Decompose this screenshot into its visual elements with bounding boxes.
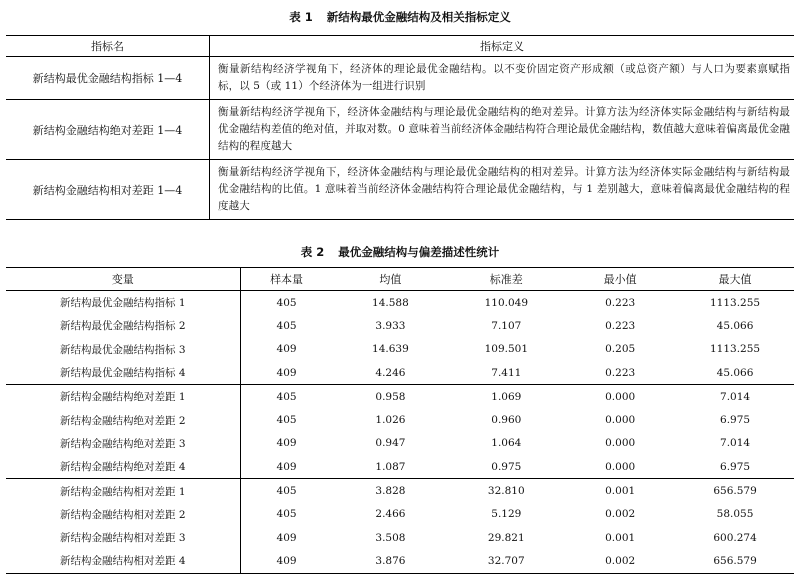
table2-cell-min: 0.223 bbox=[564, 361, 676, 385]
table2-descriptive-statistics bbox=[6, 267, 794, 574]
table2-cell-sample-size: 409 bbox=[276, 531, 297, 544]
table2-cell-min: 0.223 bbox=[605, 319, 636, 332]
table2-cell-mean: 0.958 bbox=[375, 390, 406, 403]
table2-cell-max: 6.975 bbox=[720, 414, 751, 427]
table1-header-definition: 指标定义 bbox=[210, 36, 795, 57]
table2-cell-mean: 14.639 bbox=[372, 343, 409, 356]
table2-cell-sample-size: 409 bbox=[276, 437, 297, 450]
table1-header-row bbox=[6, 36, 794, 57]
table2-cell-mean: 1.087 bbox=[333, 455, 449, 479]
table2-header-min: 最小值 bbox=[564, 268, 676, 291]
table2-cell-min: 0.002 bbox=[605, 508, 636, 521]
table2-cell-sample-size: 409 bbox=[240, 455, 332, 479]
table2-cell-mean: 1.026 bbox=[375, 414, 406, 427]
table2-cell-max: 656.579 bbox=[713, 485, 757, 498]
table2-header-std: 标准差 bbox=[448, 268, 564, 291]
table1-cell-name: 新结构金融结构绝对差距 1—4 bbox=[6, 100, 210, 160]
table2-cell-sample-size: 405 bbox=[276, 508, 297, 521]
table2-header-max: 最大值 bbox=[676, 268, 794, 291]
table1-cell-name: 新结构最优金融结构指标 1—4 bbox=[6, 57, 210, 100]
table2-cell-sample-size: 409 bbox=[276, 554, 297, 567]
table1-caption bbox=[0, 9, 800, 25]
table-row bbox=[6, 291, 794, 315]
table2-caption-title: 最优金融结构与偏差描述性统计 bbox=[338, 245, 500, 259]
table2-cell-std: 32.810 bbox=[487, 485, 525, 498]
table2-cell-max: 45.066 bbox=[676, 361, 794, 385]
table2-cell-sample-size: 405 bbox=[276, 485, 297, 498]
table2-cell-min: 0.000 bbox=[564, 455, 676, 479]
table2-cell-variable: 新结构金融结构绝对差距 1 bbox=[6, 385, 240, 409]
table2-cell-variable: 新结构金融结构相对差距 2 bbox=[6, 503, 240, 526]
table2-cell-mean: 2.466 bbox=[375, 508, 406, 521]
table2-cell-max: 58.055 bbox=[716, 508, 754, 521]
table2-cell-std: 7.107 bbox=[491, 319, 522, 332]
table2-cell-mean: 3.828 bbox=[375, 485, 406, 498]
table2-cell-mean: 3.508 bbox=[375, 531, 406, 544]
table-row bbox=[6, 455, 794, 479]
table2-header-mean: 均值 bbox=[333, 268, 449, 291]
table-row bbox=[6, 526, 794, 549]
table2-cell-sample-size: 409 bbox=[240, 361, 332, 385]
table2-cell-variable: 新结构金融结构相对差距 1 bbox=[6, 479, 240, 503]
table2-cell-variable: 新结构最优金融结构指标 3 bbox=[6, 338, 240, 361]
table2-cell-max: 7.014 bbox=[720, 437, 751, 450]
table2-caption-number: 表 2 bbox=[300, 245, 325, 259]
table2-header-variable: 变量 bbox=[6, 268, 240, 291]
table2-cell-mean: 3.876 bbox=[375, 554, 406, 567]
table2-cell-sample-size: 409 bbox=[276, 343, 297, 356]
table2-cell-sample-size: 405 bbox=[276, 414, 297, 427]
table2-cell-min: 0.000 bbox=[605, 414, 636, 427]
table2-cell-std: 1.064 bbox=[491, 437, 522, 450]
table2-cell-min: 0.223 bbox=[605, 296, 636, 309]
table2-cell-variable: 新结构最优金融结构指标 4 bbox=[6, 361, 240, 385]
table2-cell-std: 29.821 bbox=[487, 531, 525, 544]
table2-cell-max: 656.579 bbox=[713, 554, 757, 567]
table1-header-name: 指标名 bbox=[6, 36, 210, 57]
table-row bbox=[6, 503, 794, 526]
table2-cell-variable: 新结构金融结构相对差距 4 bbox=[6, 549, 240, 573]
table2-cell-std: 109.501 bbox=[484, 343, 528, 356]
table1-indicator-definitions bbox=[6, 35, 794, 220]
table-row bbox=[6, 432, 794, 455]
table1-cell-name: 新结构金融结构相对差距 1—4 bbox=[6, 160, 210, 220]
table2-cell-std: 1.069 bbox=[491, 390, 522, 403]
table-row bbox=[6, 385, 794, 409]
table2-cell-std: 7.411 bbox=[448, 361, 564, 385]
table2-caption bbox=[0, 244, 800, 260]
table1-caption-title: 新结构最优金融结构及相关指标定义 bbox=[326, 10, 511, 24]
table2-cell-min: 0.000 bbox=[605, 437, 636, 450]
table-row bbox=[6, 361, 794, 385]
table2-cell-min: 0.002 bbox=[605, 554, 636, 567]
table2-cell-std: 32.707 bbox=[487, 554, 525, 567]
table2-cell-variable: 新结构金融结构绝对差距 4 bbox=[6, 455, 240, 479]
table1-caption-number: 表 1 bbox=[289, 10, 313, 24]
table2-cell-variable: 新结构最优金融结构指标 2 bbox=[6, 314, 240, 337]
table2-cell-variable: 新结构金融结构绝对差距 2 bbox=[6, 408, 240, 431]
table-row bbox=[6, 408, 794, 431]
table2-cell-min: 0.001 bbox=[605, 485, 636, 498]
table-row bbox=[6, 338, 794, 361]
table2-cell-std: 0.960 bbox=[491, 414, 522, 427]
table2-cell-max: 1113.255 bbox=[709, 296, 761, 309]
table-row bbox=[6, 314, 794, 337]
table2-header-sample-size: 样本量 bbox=[240, 268, 332, 291]
table2-cell-sample-size: 405 bbox=[276, 319, 297, 332]
table1-cell-definition: 衡量新结构经济学视角下，经济体金融结构与理论最优金融结构的绝对差异。计算方法为经济体实际金融结构与新结构最优金融结构差值的绝对值，并取对数。0 意味着当前经济体金融结构符合理论最优金融结构，数值越大意味着偏离最优金融结构的程度越大 bbox=[210, 100, 795, 160]
table-row bbox=[6, 57, 794, 100]
table2-cell-sample-size: 405 bbox=[276, 296, 297, 309]
table2-cell-variable: 新结构金融结构绝对差距 3 bbox=[6, 432, 240, 455]
table2-cell-max: 6.975 bbox=[676, 455, 794, 479]
table-row bbox=[6, 549, 794, 573]
table2-cell-std: 5.129 bbox=[491, 508, 522, 521]
table2-cell-max: 1113.255 bbox=[709, 343, 761, 356]
table2-cell-min: 0.001 bbox=[605, 531, 636, 544]
table2-cell-max: 600.274 bbox=[713, 531, 757, 544]
table-row bbox=[6, 160, 794, 220]
table2-cell-mean: 4.246 bbox=[333, 361, 449, 385]
table1-cell-definition: 衡量新结构经济学视角下，经济体金融结构与理论最优金融结构的相对差异。计算方法为经济体实际金融结构与新结构最优金融结构的比值。1 意味着当前经济体金融结构符合理论最优金融结构，与 1 差别越大，意味着偏离最优金融结构的程度越大 bbox=[218, 166, 790, 212]
table-row bbox=[6, 479, 794, 503]
table2-cell-mean: 3.933 bbox=[375, 319, 406, 332]
table2-cell-max: 45.066 bbox=[716, 319, 754, 332]
table2-cell-sample-size: 405 bbox=[276, 390, 297, 403]
table2-cell-variable: 新结构最优金融结构指标 1 bbox=[6, 291, 240, 315]
table2-cell-min: 0.000 bbox=[605, 390, 636, 403]
table2-cell-std: 0.975 bbox=[448, 455, 564, 479]
table2-cell-max: 7.014 bbox=[720, 390, 751, 403]
table2-cell-variable: 新结构金融结构相对差距 3 bbox=[6, 526, 240, 549]
table2-cell-mean: 0.947 bbox=[375, 437, 406, 450]
table2-body bbox=[6, 291, 794, 574]
table2-cell-min: 0.205 bbox=[605, 343, 636, 356]
table-row bbox=[6, 100, 794, 160]
table2-cell-mean: 14.588 bbox=[372, 296, 409, 309]
table2-cell-std: 110.049 bbox=[484, 296, 528, 309]
table1-cell-definition: 衡量新结构经济学视角下，经济体的理论最优金融结构。以不变价固定资产形成额（或总资产额）与人口为要素禀赋指标，以 5（或 11）个经济体为一组进行识别 bbox=[210, 57, 795, 100]
table2-header-row bbox=[6, 268, 794, 291]
